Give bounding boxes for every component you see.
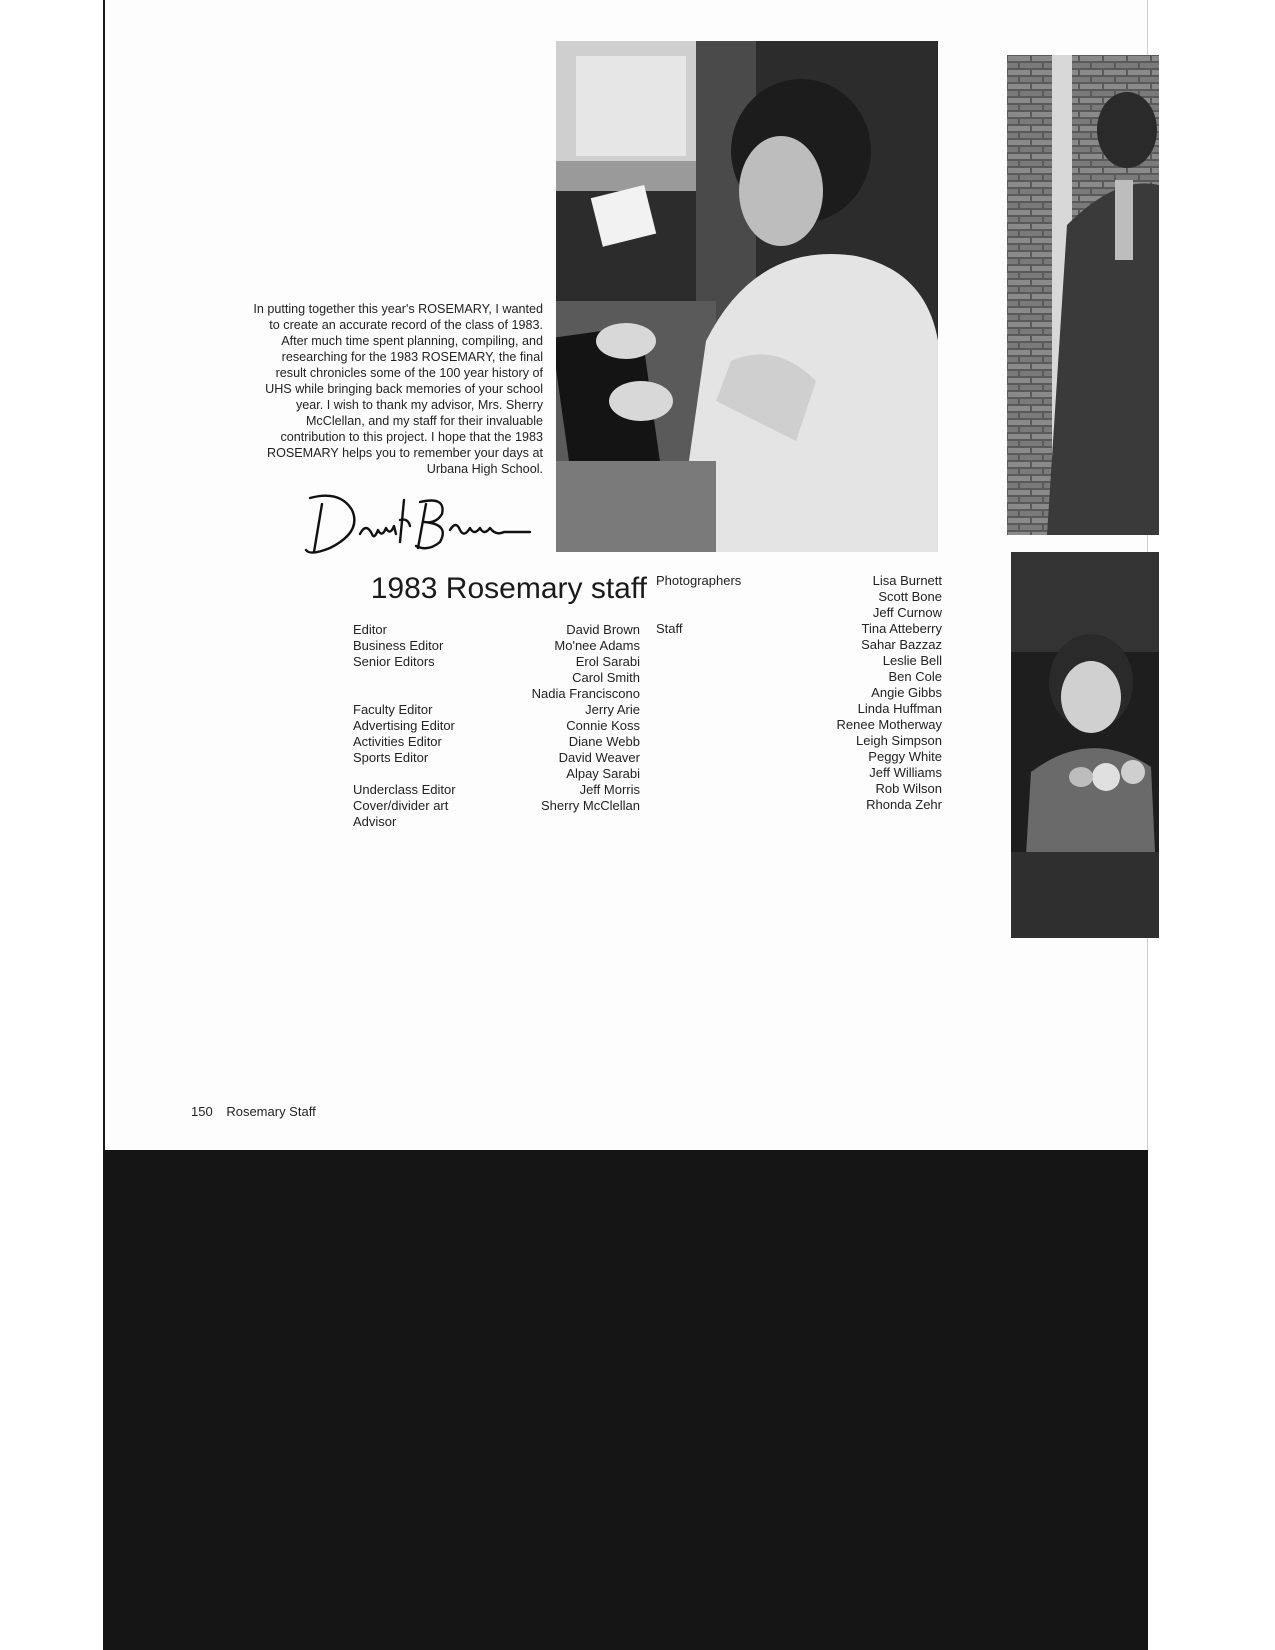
staff-role: Advisor [353, 814, 397, 829]
photo-student-typing [556, 41, 938, 552]
staff-name: Ben Cole [888, 669, 942, 684]
staff-roles-right [656, 573, 776, 637]
staff-name: Leslie Bell [882, 653, 942, 668]
staff-name: Diane Webb [568, 734, 640, 749]
staff-role: Activities Editor [353, 734, 442, 749]
staff-role: Faculty Editor [353, 702, 433, 717]
staff-names-left [490, 622, 640, 814]
staff-name: Mo'nee Adams [554, 638, 640, 653]
editor-letter: In putting together this year's ROSEMARY, I wanted to create an accurate record of the class of 1983. After much time spent planning, compiling, and researching for the 1983 ROSEMARY, the final result chronicles some of the 100 year history of UHS while bringing back memories of your school year. I wish to thank my advisor, Mrs. Sherry McClellan, and my staff for their invaluable contribution to this project. I hope that the 1983 ROSEMARY helps you to remember your days at Urbana High School. [253, 302, 543, 476]
staff-role-spacer [353, 766, 503, 782]
staff-name: Rob Wilson [875, 781, 942, 796]
staff-name: Tina Atteberry [861, 621, 942, 636]
staff-name: Rhonda Zehr [866, 797, 942, 812]
staff-name: Jeff Curnow [872, 605, 942, 620]
staff-name: Nadia Franciscono [531, 686, 640, 701]
staff-name: Angie Gibbs [871, 685, 942, 700]
staff-role: Photographers [656, 573, 742, 588]
staff-role: Editor [353, 622, 387, 637]
staff-name: Carol Smith [572, 670, 640, 685]
staff-name: Sherry McClellan [541, 798, 640, 813]
section-name: Rosemary Staff [226, 1104, 316, 1119]
staff-role: Sports Editor [353, 750, 429, 765]
staff-name: Linda Huffman [857, 701, 942, 716]
photo-man-brick-wall [1007, 55, 1159, 535]
staff-role-spacer [353, 670, 503, 686]
staff-name: Sahar Bazzaz [861, 637, 942, 652]
staff-name: David Brown [566, 622, 640, 637]
staff-name: Jerry Arie [585, 702, 640, 717]
staff-name: Leigh Simpson [856, 733, 942, 748]
staff-roles-left [353, 622, 503, 830]
staff-role-spacer [656, 605, 776, 621]
photo-smiling-girl [1011, 552, 1159, 938]
editor-signature [300, 490, 540, 562]
staff-role: Underclass Editor [353, 782, 456, 797]
staff-names-right [780, 573, 942, 813]
staff-role: Staff [656, 621, 683, 636]
staff-role: Senior Editors [353, 654, 435, 669]
staff-name: Lisa Burnett [872, 573, 942, 588]
staff-name: Jeff Morris [579, 782, 640, 797]
staff-role: Advertising Editor [353, 718, 455, 733]
staff-name: Jeff Williams [869, 765, 942, 780]
staff-name: Renee Motherway [836, 717, 942, 732]
staff-role: Cover/divider art [353, 798, 449, 813]
page-footer [191, 1104, 316, 1119]
staff-name: Connie Koss [566, 718, 640, 733]
staff-role: Business Editor [353, 638, 444, 653]
staff-name: David Weaver [558, 750, 640, 765]
page-number: 150 [191, 1104, 213, 1119]
staff-name: Alpay Sarabi [566, 766, 640, 781]
staff-role-spacer [353, 686, 503, 702]
staff-name: Scott Bone [878, 589, 942, 604]
staff-role-spacer [656, 589, 776, 605]
staff-name: Peggy White [868, 749, 942, 764]
scanner-background [103, 1150, 1148, 1650]
staff-name: Erol Sarabi [575, 654, 640, 669]
staff-title: 1983 Rosemary staff [370, 572, 647, 605]
